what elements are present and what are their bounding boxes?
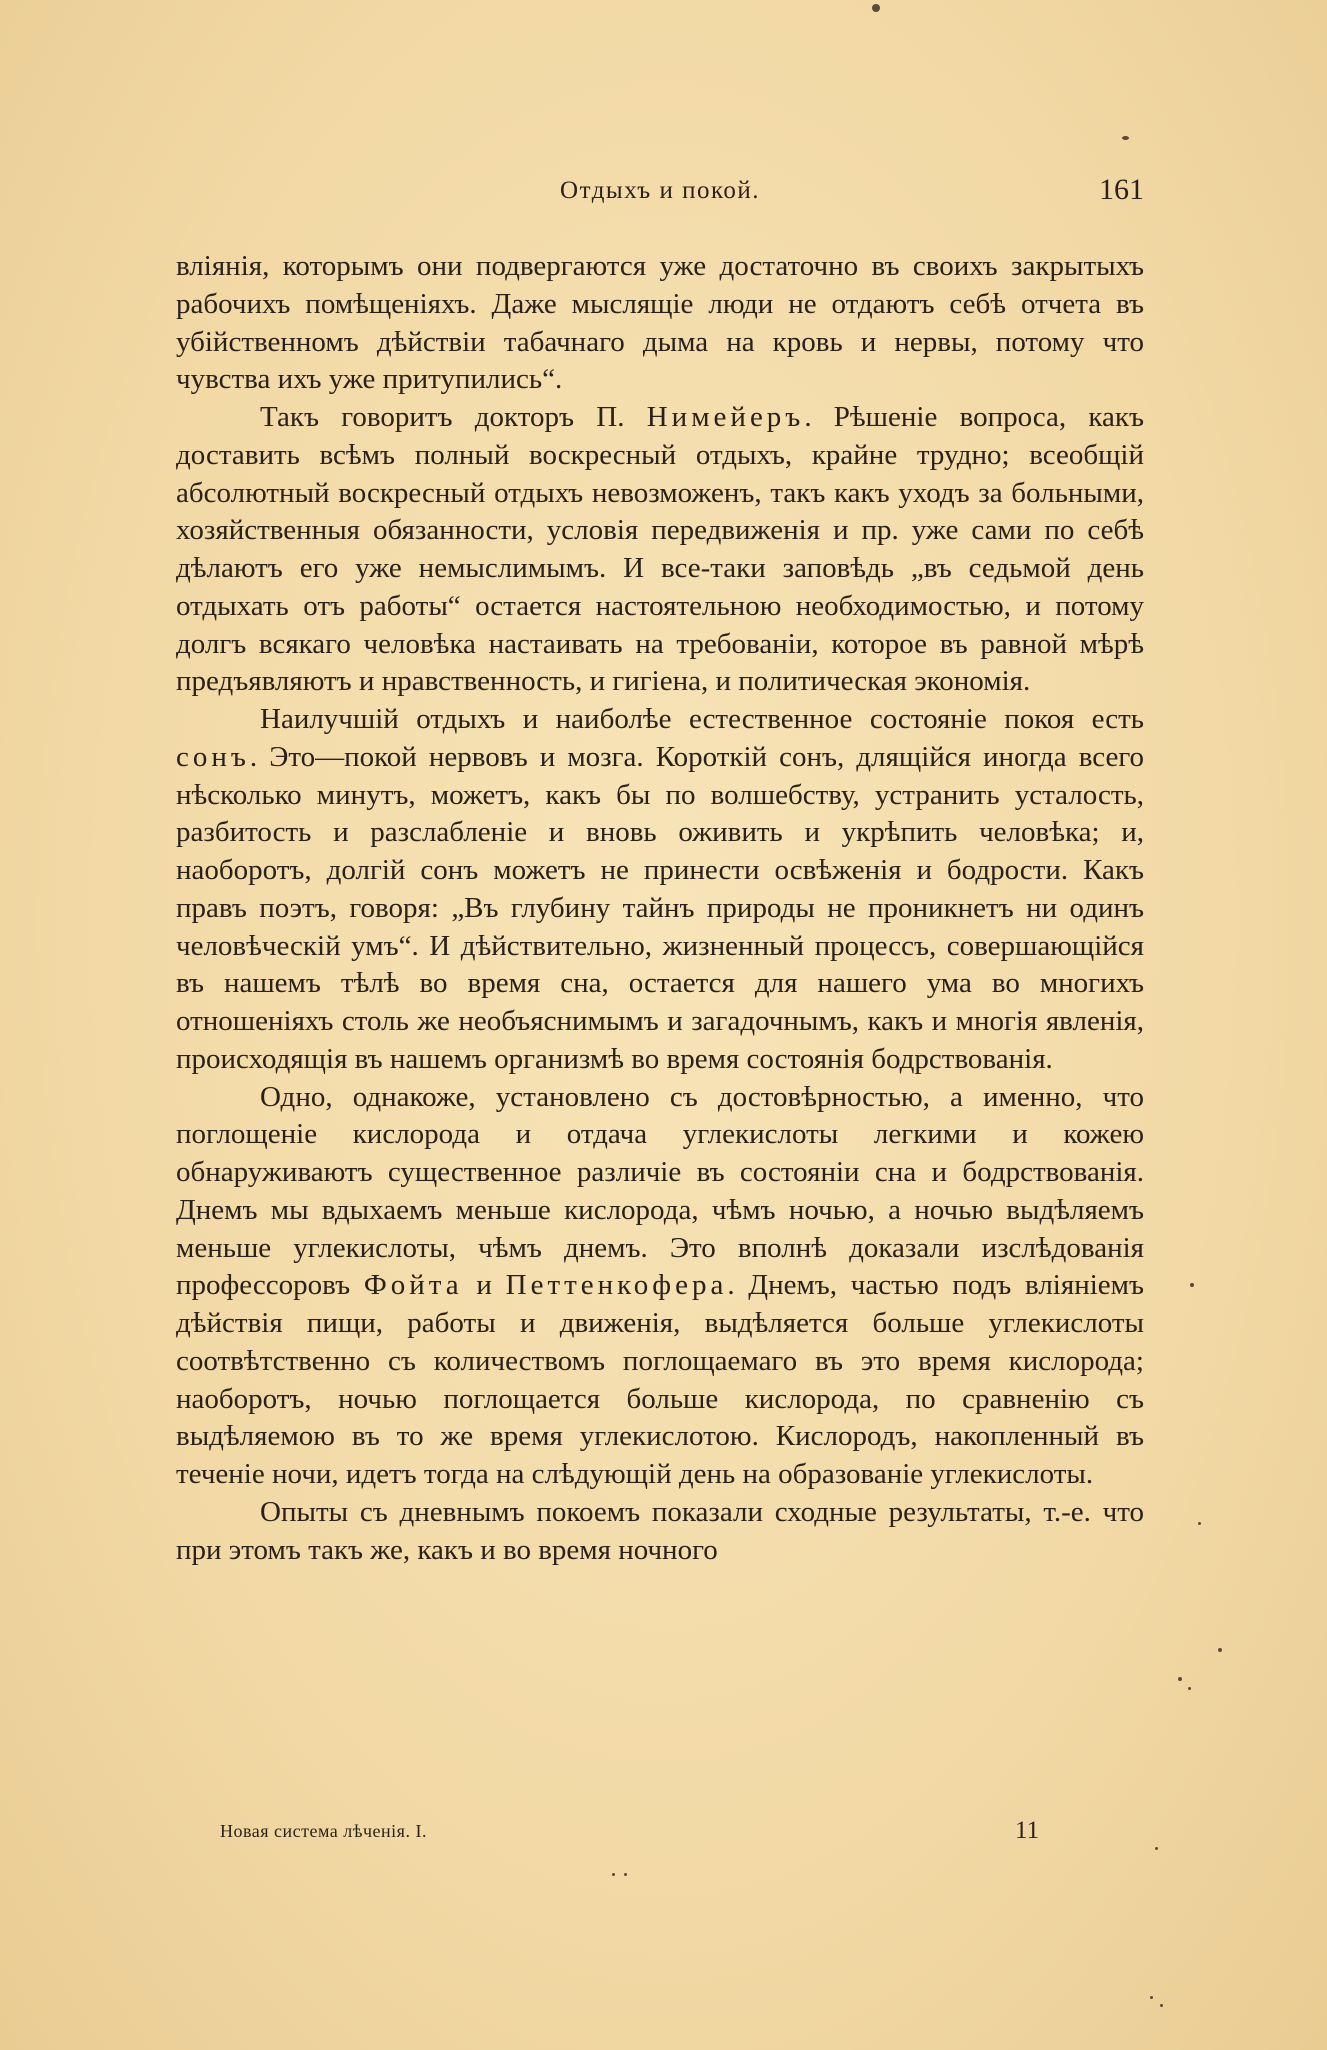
paragraph-5: Опыты съ дневнымъ покоемъ показали сходные результаты, т.-е. что при этомъ такъ же, какъ и во время ночного xyxy=(176,1495,1144,1566)
print-speck xyxy=(872,4,880,12)
spaced-name-pettenkofer: Петтенкофера xyxy=(505,1269,728,1302)
paragraph-4-text-end: . Днемъ, частью подъ вліяніемъ дѣйствія пищи, работы и движенія, выдѣляется больше углекислоты соотвѣтственно съ количествомъ поглощаемаго въ это время кислорода; наоборотъ, ночью поглощается больше кислорода, по сравненію съ выдѣляемою въ то же время углекислотою. Кислородъ, накопленный въ теченіе ночи, идетъ тогда на слѣдующій день на образованіе углекислоты. xyxy=(176,1269,1144,1490)
paragraph-4-text-middle: и xyxy=(462,1269,506,1302)
paragraph-2-text-start: Такъ говоритъ докторъ П. xyxy=(260,401,647,433)
spaced-name-nimeyer: Нимейеръ xyxy=(646,401,805,433)
page-footer xyxy=(220,1817,1040,1849)
signature-mark: 11 xyxy=(1015,1817,1040,1844)
print-speck xyxy=(1155,1847,1158,1850)
print-speck xyxy=(624,1873,627,1876)
running-title: Отдыхъ и покой. xyxy=(560,177,760,204)
paragraph-3-text-start: Наилучшій отдыхъ и наиболѣе естественное состояніе покоя есть xyxy=(260,703,1144,735)
print-speck xyxy=(1122,136,1129,140)
spaced-name-foit: Фойта xyxy=(363,1269,463,1302)
paragraph-4 xyxy=(176,1079,1144,1494)
book-title: Новая система лѣченія. I. xyxy=(220,1821,427,1841)
print-speck xyxy=(1198,1522,1201,1525)
print-speck xyxy=(1160,2004,1163,2007)
spaced-word-son: сонъ xyxy=(176,740,250,773)
page-number: 161 xyxy=(1099,173,1144,206)
paragraph-2 xyxy=(176,399,1144,701)
print-speck xyxy=(1218,1648,1222,1652)
print-speck xyxy=(1190,1283,1194,1287)
running-header xyxy=(176,173,1144,213)
print-speck xyxy=(1178,1677,1182,1681)
paragraph-4-text-start: Одно, однакоже, установлено съ достовѣрностью, а именно, что поглощеніе кислорода и отдача углекислоты легкими и кожею обнаруживаютъ существенное различіе въ состояніи сна и бодрствованія. Днемъ мы вдыхаемъ меньше кислорода, чѣмъ ночью, а ночью выдѣляемъ меньше углекислоты, чѣмъ днемъ. Это вполнѣ доказали изслѣдованія профессоровъ xyxy=(176,1080,1144,1302)
paragraph-3 xyxy=(176,701,1144,1079)
paragraph-1: вліянія, которымъ они подвергаются уже достаточно въ своихъ закрытыхъ рабочихъ помѣщеніяхъ. Даже мыслящіе люди не отдаютъ себѣ отчета въ убійственномъ дѣйствіи табачнаго дыма на кровь и нервы, потому что чувства ихъ уже притупились“. xyxy=(176,250,1144,396)
paragraph-2-text-end: . Рѣшеніе вопроса, какъ доставить всѣмъ полный воскресный отдыхъ, крайне трудно; всеобщій абсолютный воскресный отдыхъ невозможенъ, такъ какъ уходъ за больными, хозяйственныя обязанности, условія передвиженія и пр. уже сами по себѣ дѣлаютъ его уже немыслимымъ. И все-таки заповѣдь „въ седьмой день отдыхать отъ работы“ остается настоятельною необходимостью, и потому долгъ всякаго человѣка настаивать на требованіи, которое въ равной мѣрѣ предъявляютъ и нравственность, и гигіена, и политическая экономія. xyxy=(176,401,1145,698)
print-speck xyxy=(1188,1687,1191,1690)
body-text xyxy=(176,248,1144,1569)
print-speck xyxy=(612,1873,615,1876)
paragraph-3-text-end: . Это—покой нервовъ и мозга. Короткій сонъ, длящійся иногда всего нѣсколько минутъ, можетъ, какъ бы по волшебству, устранить усталость, разбитость и разслабленіе и вновь оживить и укрѣпить человѣка; и, наоборотъ, долгій сонъ можетъ не принести освѣженія и бодрости. Какъ правъ поэтъ, говоря: „Въ глубину тайнъ природы не проникнетъ ни одинъ человѣческій умъ“. И дѣйствительно, жизненный процессъ, совершающійся въ нашемъ тѣлѣ во время сна, остается для нашего ума во многихъ отношеніяхъ столь же необъяснимымъ и загадочнымъ, какъ и многія явленія, происходящія въ нашемъ организмѣ во время состоянія бодрствованія. xyxy=(176,740,1144,1075)
print-speck xyxy=(1150,1996,1153,1999)
